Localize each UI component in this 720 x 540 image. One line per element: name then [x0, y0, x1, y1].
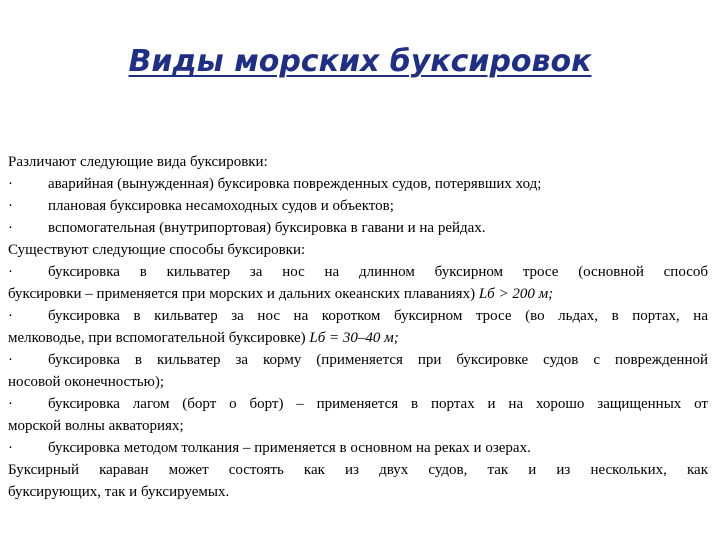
methods-intro: Существуют следующие способы буксировки:: [8, 242, 306, 258]
bullet-icon: ·: [8, 308, 13, 324]
outro-line-1: Буксирный караван может состоять как из двух судов, так и из нескольких, как: [8, 462, 708, 478]
outro-line-2: буксирующих, так и буксируемых.: [8, 484, 230, 500]
list-item: · вспомогательная (внутрипортовая) буксировка в гавани и на рейдах.: [8, 217, 708, 239]
method-5: · буксировка методом толкания – применяется в основном на реках и озерах.: [8, 437, 708, 459]
bullet-icon: ·: [8, 440, 13, 456]
method-2-line-1: · буксировка в кильватер за нос на коротком буксирном тросе (во льдах, в портах, на: [8, 305, 708, 327]
list-item: · аварийная (вынужденная) буксировка поврежденных судов, потерявших ход;: [8, 173, 708, 195]
method-3-line-2: носовой оконечностью);: [8, 374, 165, 390]
page-title: Виды морских буксировок: [128, 44, 592, 79]
bullet-icon: ·: [8, 352, 13, 368]
bullet-icon: ·: [8, 396, 13, 412]
formula: Lб = 30–40 м;: [309, 330, 399, 346]
intro-text: Различают следующие вида буксировки:: [8, 154, 268, 170]
method-1-line-2: буксировки – применяется при морских и дальних океанских плаваниях) Lб > 200 м;: [8, 286, 554, 302]
method-1-line-1: · буксировка в кильватер за нос на длинном буксирном тросе (основной способ: [8, 261, 708, 283]
document-body: [8, 151, 708, 503]
method-4-line-2: морской волны акваториях;: [8, 418, 184, 434]
method-2-line-2: мелководье, при вспомогательной буксировке) Lб = 30–40 м;: [8, 330, 399, 346]
bullet-icon: ·: [8, 264, 13, 280]
formula: Lб > 200 м;: [478, 286, 554, 302]
method-3-line-1: · буксировка в кильватер за корму (применяется при буксировке судов с поврежденной: [8, 349, 708, 371]
bullet-icon: ·: [8, 176, 13, 192]
method-4-line-1: · буксировка лагом (борт о борт) – применяется в портах и на хорошо защищенных от: [8, 393, 708, 415]
list-item: · плановая буксировка несамоходных судов и объектов;: [8, 195, 708, 217]
bullet-icon: ·: [8, 198, 13, 214]
bullet-icon: ·: [8, 220, 13, 236]
